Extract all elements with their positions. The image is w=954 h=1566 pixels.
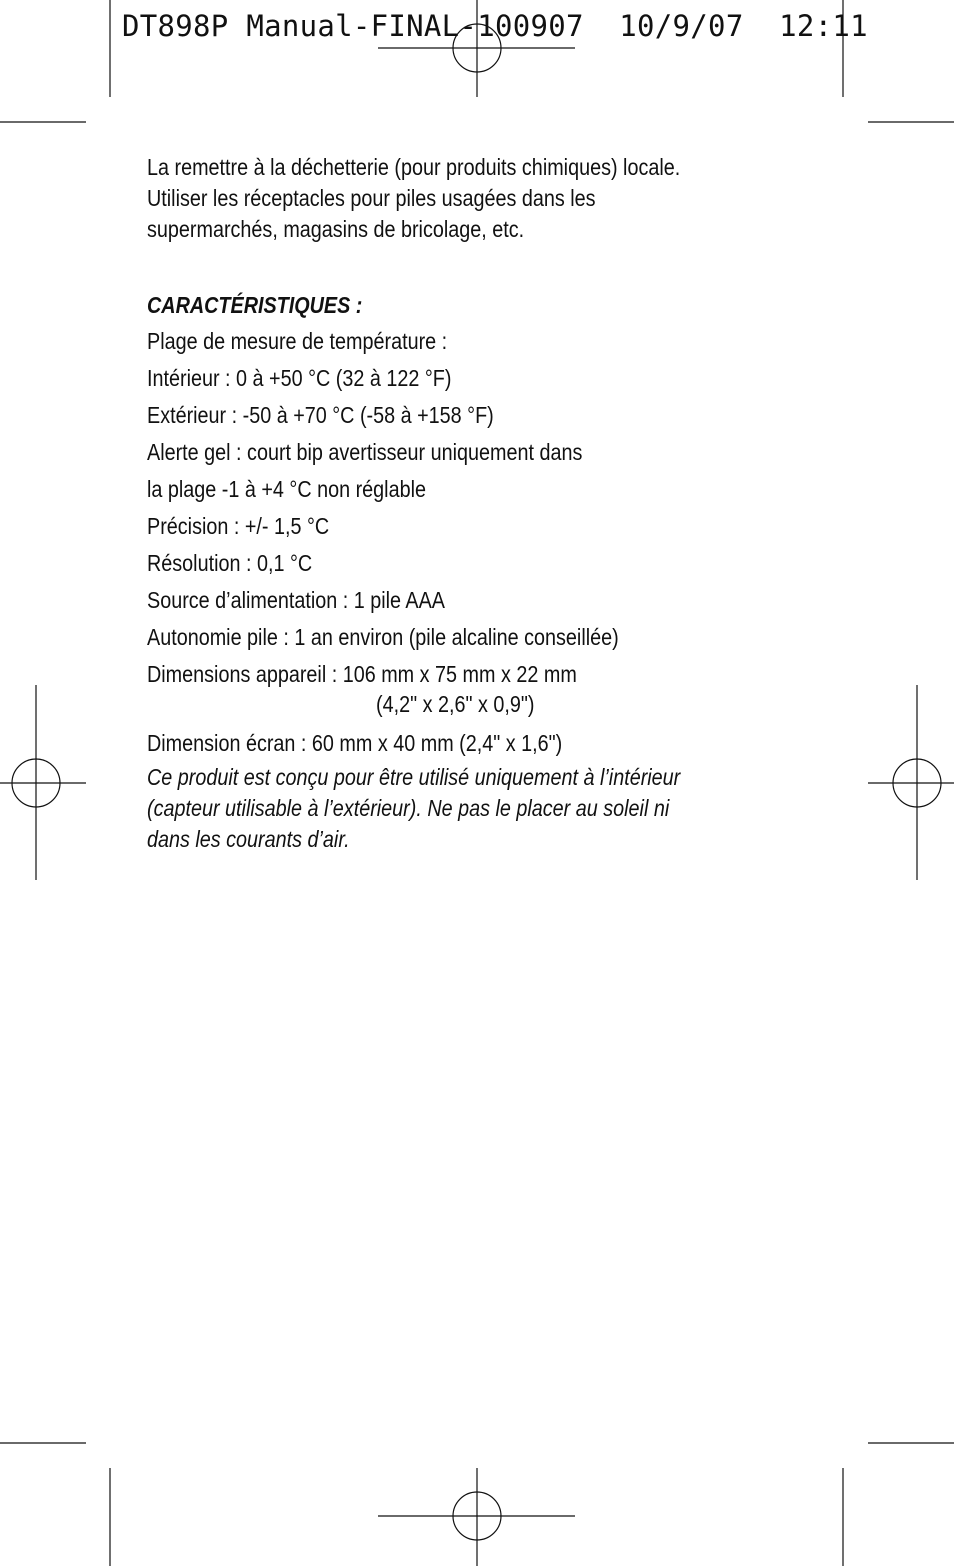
spec-accuracy: Précision : +/- 1,5 °C <box>147 513 330 539</box>
note-line-3: dans les courants d’air. <box>147 826 350 852</box>
indoor-use-note <box>147 762 847 855</box>
spec-resolution: Résolution : 0,1 °C <box>147 550 313 576</box>
spec-outdoor-range: Extérieur : -50 à +70 °C (-58 à +158 °F) <box>147 402 494 428</box>
device-dimensions-imperial: (4,2" x 2,6" x 0,9") <box>376 691 535 717</box>
manual-page-content <box>147 152 847 855</box>
spec-indoor-range: Intérieur : 0 à +50 °C (32 à 122 °F) <box>147 365 452 391</box>
spec-battery-life: Autonomie pile : 1 an environ (pile alcaline conseillée) <box>147 624 619 650</box>
disposal-paragraph <box>147 152 847 245</box>
spec-frost-alert: Alerte gel : court bip avertisseur uniquement dans <box>147 439 583 465</box>
disposal-line-1: La remettre à la déchetterie (pour produits chimiques) locale. <box>147 154 681 180</box>
disposal-line-3: supermarchés, magasins de bricolage, etc. <box>147 216 525 242</box>
specifications-heading: CARACTÉRISTIQUES : <box>147 292 363 318</box>
spec-device-dimensions <box>147 656 847 725</box>
spec-temperature-range: Plage de mesure de température : <box>147 328 448 354</box>
spec-frost-alert-range: la plage -1 à +4 °C non réglable <box>147 476 426 502</box>
note-line-2: (capteur utilisable à l’extérieur). Ne pas le placer au soleil ni <box>147 795 670 821</box>
print-slug-header: DT898P Manual-FINAL-100907 10/9/07 12:11 <box>122 9 868 43</box>
spec-screen-dimensions: Dimension écran : 60 mm x 40 mm (2,4" x 1,6") <box>147 730 563 756</box>
device-dimensions-metric: Dimensions appareil : 106 mm x 75 mm x 22 mm <box>147 661 577 687</box>
note-line-1: Ce produit est conçu pour être utilisé uniquement à l’intérieur <box>147 764 681 790</box>
specifications-list <box>147 323 847 762</box>
disposal-line-2: Utiliser les réceptacles pour piles usagées dans les <box>147 185 596 211</box>
spec-power-source: Source d’alimentation : 1 pile AAA <box>147 587 445 613</box>
